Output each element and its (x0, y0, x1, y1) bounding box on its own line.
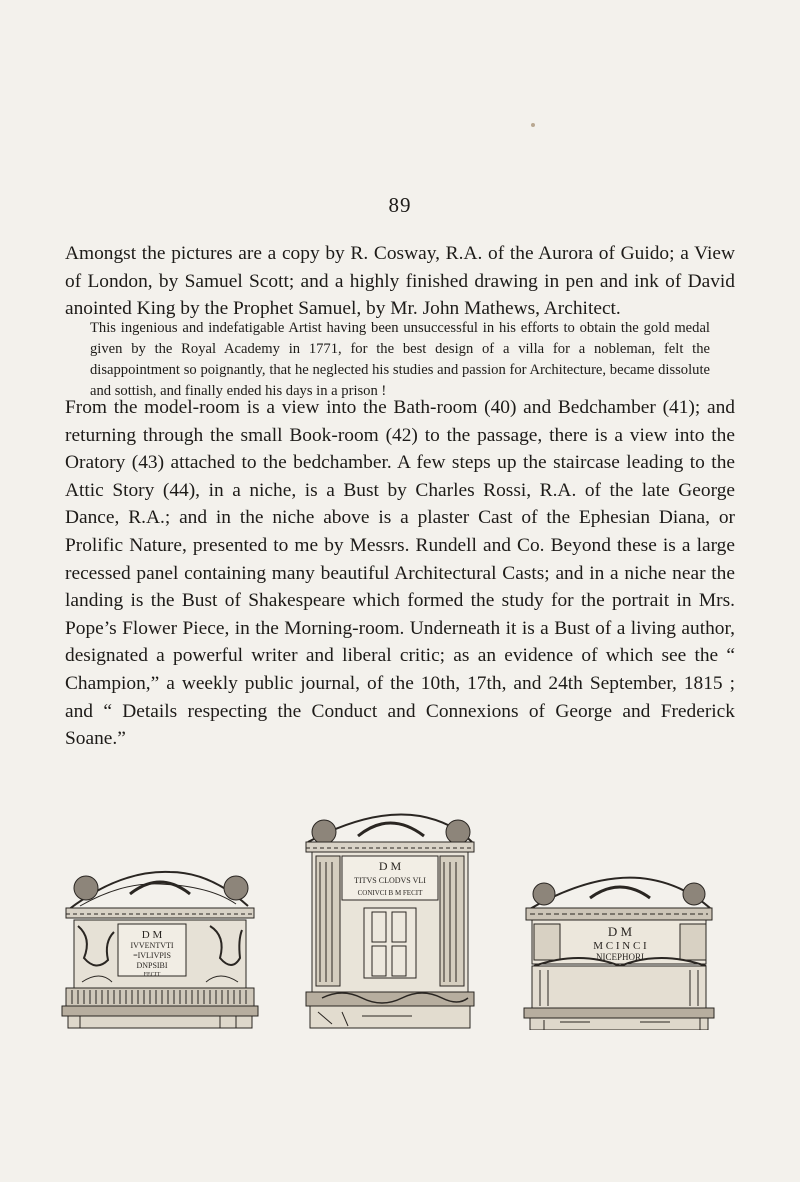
center-inscription-line-3: CONIVCI B M FECIT (357, 889, 423, 897)
right-inscription-line-1: D M (607, 924, 633, 939)
right-inscription-line-3: NICEPHORI (595, 952, 645, 962)
footnote-mathews: This ingenious and indefatigable Artist having been unsuccessful in his efforts to obtain the gold medal given by the Royal Academy in 1771, for the best design of a villa for a nobleman, felt the disappointment so poignantly, that he neglected his studies and passion for Architecture, became dissolute and sottish, and finally ended his days in a prison ! (90, 320, 710, 399)
right-inscription-line-2: M C I N C I (593, 940, 647, 952)
center-inscription-line-1: D M (378, 859, 402, 873)
page-number: 89 (388, 193, 412, 217)
right-cippus-engraving (520, 870, 716, 1030)
left-inscription-line-5: FECIT (143, 972, 161, 978)
center-cippus-engraving (302, 812, 478, 1030)
center-inscription-line-2: TITVS CLODVS VLI (354, 876, 426, 885)
cippi-illustrations (60, 812, 740, 1032)
left-inscription-line-2: IVVENTVTI (130, 941, 174, 950)
left-cippus-engraving (60, 862, 260, 1030)
paragraph-rooms: From the model-room is a view into the Bath-room (40) and Bedchamber (41); and returning through the small Book-room (42) to the passage, there is a view into the Oratory (43) attached to the bedchamber. A few steps up the staircase leading to the Attic Story (44), in a niche, is a Bust by Charles Rossi, R.A. of the late George Dance, R.A.; and in the niche above is a plaster Cast of the Ephesian Diana, or Prolific Nature, presented to me by Messrs. Rundell and Co. Beyond these is a large recessed panel containing many beautiful Architectural Casts; and in a niche near the landing is the Bust of Shakespeare which formed the study for the portrait in Mrs. Pope’s Flower Piece, in the Morning-room. Underneath it is a Bust of a living author, designated a powerful writer and liberal critic; as an evidence of which see the “ Champion,” a weekly public journal, of the 10th, 17th, and 24th September, 1815 ; and “ Details respecting the Conduct and Connexions of George and Frederick Soane.” (65, 397, 735, 750)
paragraph-pictures: Amongst the pictures are a copy by R. Cosway, R.A. of the Aurora of Guido; a View of London, by Samuel Scott; and a highly finished drawing in pen and ink of David anointed King by the Prophet Samuel, by Mr. John Mathews, Architect. (65, 243, 735, 320)
left-inscription-line-3: =IVLIVPIS (133, 951, 171, 960)
left-inscription-line-1: D M (141, 929, 163, 941)
left-inscription-line-4: DNPSIBI (136, 961, 168, 970)
paper-speck (531, 123, 535, 127)
